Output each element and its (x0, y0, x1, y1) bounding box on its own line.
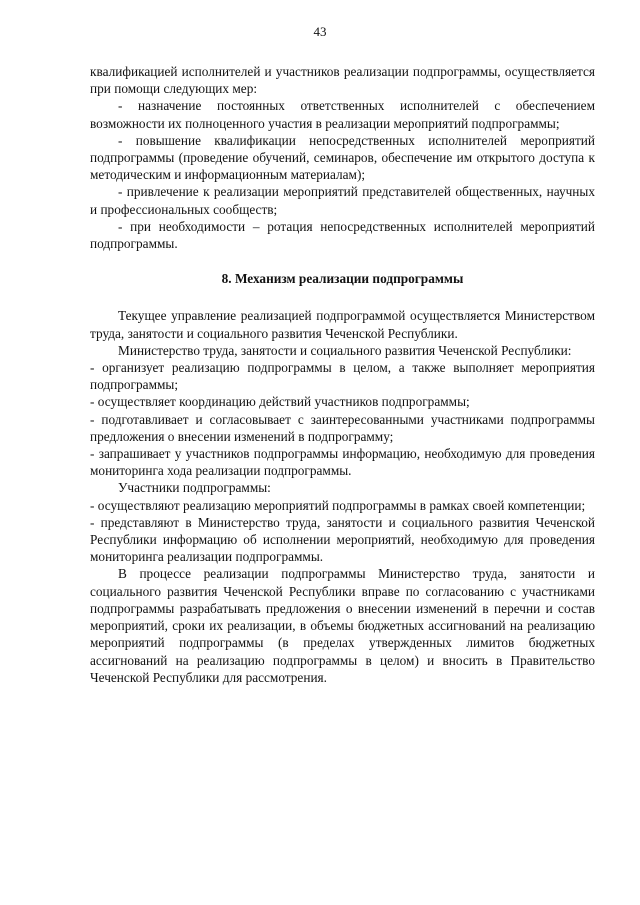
paragraph: Участники подпрограммы: (118, 480, 271, 496)
list-item: - назначение постоянных ответственных исполнителей с обеспечением возможности их полноценного участия в реализации мероприятий подпрограммы; (90, 98, 595, 131)
paragraph: квалификацией исполнителей и участников реализации подпрограммы, осуществляется при помощи следующих мер: (90, 64, 595, 97)
list-item: - представляют в Министерство труда, занятости и социального развития Чеченской Республики информацию об исполнении мероприятий, необходимую для проведения мониторинга реализации подпрограммы. (90, 514, 595, 565)
list-item: - повышение квалификации непосредственных исполнителей мероприятий подпрограммы (проведение обучений, семинаров, обеспечение им открытого доступа к методическим и информационным материалам); (90, 132, 595, 183)
paragraph: Текущее управление реализацией подпрограммой осуществляется Министерством труда, занятости и социального развития Чеченской Республики. (90, 308, 595, 341)
page-number: 43 (313, 24, 327, 39)
list-item: - организует реализацию подпрограммы в целом, а также выполняет мероприятия подпрограммы; (90, 360, 595, 393)
list-item: - подготавливает и согласовывает с заинтересованными участниками подпрограммы предложения о внесении изменений в подпрограмму; (90, 411, 595, 444)
paragraph: В процессе реализации подпрограммы Министерство труда, занятости и социального развития Чеченской Республики вправе по согласованию с участниками подпрограммы разрабатывать предложения о внесении изменений в перечни и состав мероприятий, сроки их реализации, в объемы бюджетных ассигнований на реализацию мероприятий подпрограммы (в пределах утвержденных лимитов бюджетных ассигнований на реализацию подпрограммы в целом) и вносить в Правительство Чеченской Республики для рассмотрения. (90, 566, 595, 685)
list-item: - осуществляет координацию действий участников подпрограммы; (90, 394, 470, 410)
list-item: - осуществляют реализацию мероприятий подпрограммы в рамках своей компетенции; (90, 497, 586, 513)
list-item: - привлечение к реализации мероприятий представителей общественных, научных и профессиональных сообществ; (90, 184, 595, 217)
list-item: - при необходимости – ротация непосредственных исполнителей мероприятий подпрограммы. (90, 218, 595, 252)
paragraph: Министерство труда, занятости и социального развития Чеченской Республики: (118, 342, 572, 358)
list-item: - запрашивает у участников подпрограммы информацию, необходимую для проведения мониторинга хода реализации подпрограммы. (90, 446, 595, 479)
section-heading: 8. Механизм реализации подпрограммы (221, 271, 464, 287)
document-body (90, 63, 595, 686)
